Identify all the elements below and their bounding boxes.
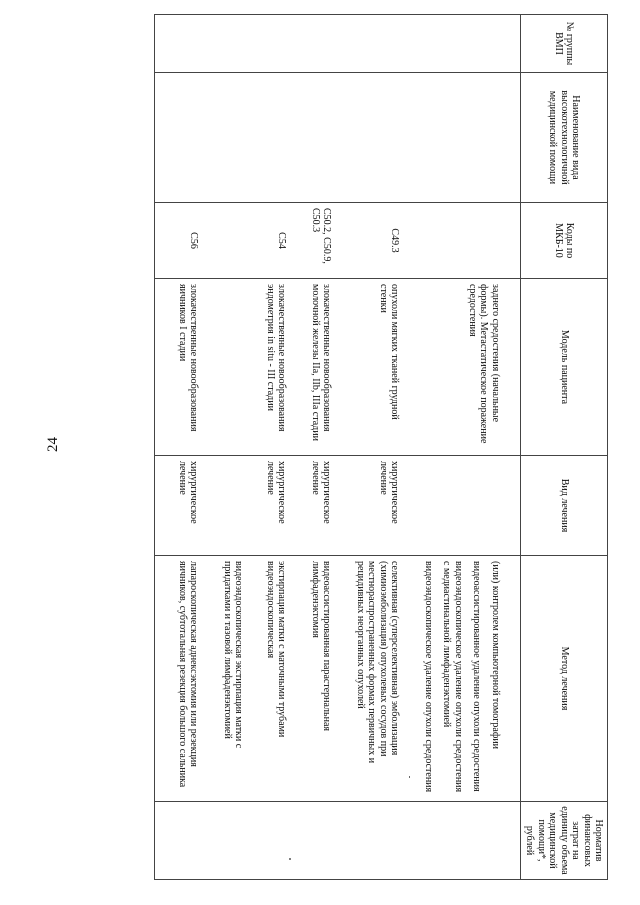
care-type-cell [402,73,503,203]
group-no-cell [155,15,201,73]
treatment-type-cell: хирургическое лечение [155,456,201,556]
treatment-method-cell [402,556,503,802]
table-row [289,15,334,880]
method-item: лапароскопическая аднексэктомия или резекция яичников, субтотальная резекция большого сальника [177,561,200,788]
patient-model-cell: злокачественные новообразования яичников I стадии [155,279,201,456]
table-row [334,15,402,880]
patient-model-cell: злокачественные новообразования молочной железы IIa, IIb, IIIa стадии [289,279,334,456]
treatment-method-cell [334,556,402,802]
care-type-cell [155,73,201,203]
treatment-type-cell: хирургическое лечение [201,456,289,556]
header-icd-codes: Коды по МКБ-10 [521,203,608,279]
table-header-row [521,15,608,880]
method-item: видеоэндоскопическое удаление опухоли средостения [423,561,434,793]
header-treatment-method: Метод лечения [521,556,608,802]
cost-cell [289,802,334,880]
method-item: видеоассистированная парастернальная лимфаденэктомия [310,561,333,731]
cost-cell [334,802,402,880]
table-spacer-row [502,15,521,880]
treatment-method-cell [155,556,201,802]
medical-care-table [155,14,609,880]
header-cost-norm: Норматив финансовых затрат на единицу объема медицинской помощи*, рублей [521,802,608,880]
table-row [402,15,503,880]
cost-cell [155,802,201,880]
group-no-cell [402,15,503,73]
group-no-cell [201,15,289,73]
cost-cell [402,802,503,880]
treatment-type-cell [402,456,503,556]
method-item: видеоэндоскопическая экстирпация матки с придатками и тазовой лимфаденэктомией [222,561,245,749]
treatment-method-cell [201,556,289,802]
medical-care-table-sheet [66,14,608,879]
header-care-type: Наименование вида высокотехнологичной медицинской помощи [521,73,608,203]
patient-model-cell: опухоли мягких тканей грудной стенки [334,279,402,456]
header-treatment-type: Вид лечения [521,456,608,556]
patient-model-cell: заднего средостения (начальные формы). Метастатическое поражение средостения [402,279,503,456]
table-row [201,15,289,880]
icd-cell: C49.3 [334,203,402,279]
icd-cell: C50.2, C50.9, C50.3 [289,203,334,279]
header-patient-model: Модель пациента [521,279,608,456]
treatment-type-cell: хирургическое лечение [289,456,334,556]
icd-cell [402,203,503,279]
cost-cell [201,802,289,880]
treatment-type-cell: хирургическое лечение [334,456,402,556]
method-item: экстирпация матки с маточными трубами видеоэндоскопическая [265,561,288,738]
care-type-cell [289,73,334,203]
group-no-cell [289,15,334,73]
treatment-method-cell [289,556,334,802]
method-item: селективная (суперселективная) эмболизация (химиоэмболизация) опухолевых сосудов при местнораспространенных формах первичных и рецидивных неорганных опухолей [355,561,401,764]
page-number: 24 [45,437,61,452]
method-item: видеоассистированное удаление опухоли средостения [471,561,483,792]
group-no-cell [334,15,402,73]
care-type-cell [201,73,289,203]
icd-cell: C56 [155,203,201,279]
header-group-no: № группы ВМП [521,15,608,73]
patient-model-cell: злокачественные новообразования эндометрия in situ - III стадии [201,279,289,456]
method-item: (или) контролем компьютерной томографии [490,561,501,750]
care-type-cell [334,73,402,203]
method-item: видеоэндоскопическое удаление опухоли средостения с медиастинальной лимфаденэктомией [441,561,464,793]
icd-cell: C54 [201,203,289,279]
table-row [155,15,201,880]
